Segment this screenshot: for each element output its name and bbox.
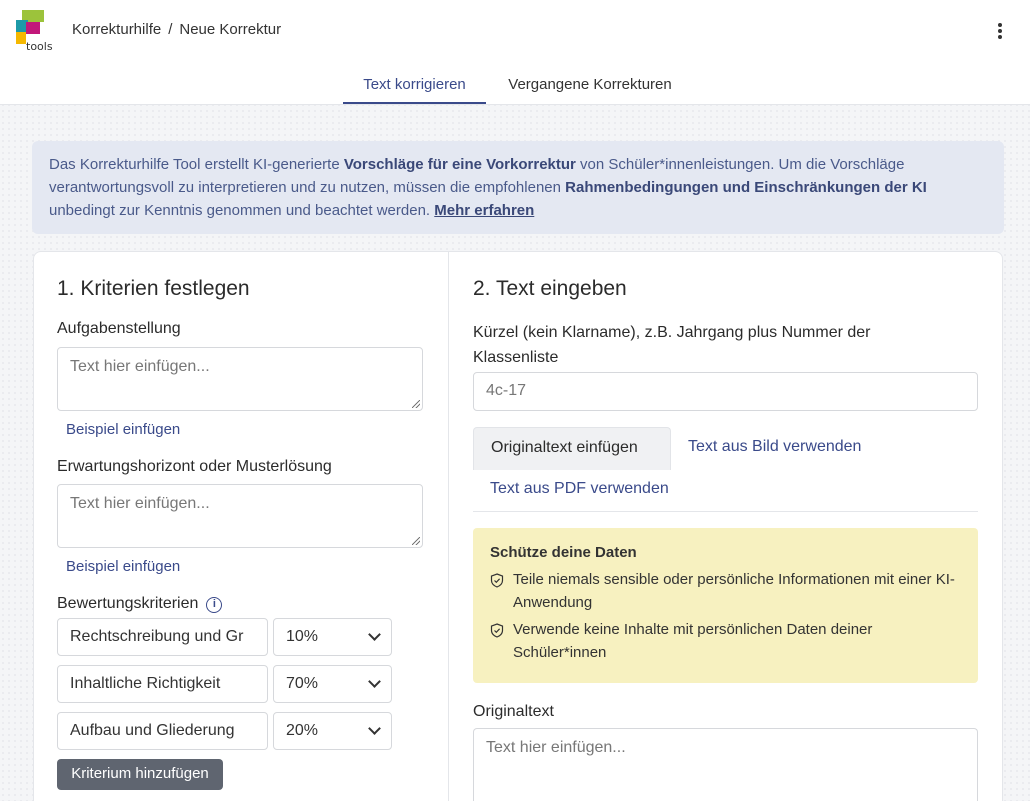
rating-criteria-label (57, 595, 222, 613)
chevron-down-icon (368, 628, 381, 641)
chevron-down-icon (368, 722, 381, 735)
mehr-erfahren-link[interactable]: Mehr erfahren (434, 202, 535, 219)
notice-text-3: unbedingt zur Kenntnis genommen und beachtet werden. (49, 202, 435, 219)
original-text-placeholder: Text hier einfügen... (486, 739, 626, 756)
criterion-percent-select[interactable] (273, 712, 392, 750)
tools-logo[interactable] (14, 8, 56, 56)
warning-item-text: Verwende keine Inhalte mit persönlichen Daten deiner Schüler*innen (513, 621, 873, 661)
expectation-placeholder: Text hier einfügen... (70, 495, 210, 512)
task-placeholder: Text hier einfügen... (70, 358, 210, 375)
breadcrumb-korrekturhilfe[interactable]: Korrekturhilfe (72, 21, 162, 38)
alias-input[interactable] (473, 372, 978, 411)
alias-placeholder: 4c-17 (486, 382, 527, 399)
expectation-textarea[interactable] (57, 484, 423, 548)
warning-item-text: Teile niemals sensible oder persönliche Informationen mit einer KI-Anwendung (513, 571, 955, 611)
criterion-percent-value: 20% (286, 722, 319, 739)
criterion-name-input[interactable]: Inhaltliche Richtigkeit (57, 665, 268, 703)
add-criterion-button[interactable]: Kriterium hinzufügen (57, 759, 223, 790)
example-button-task[interactable]: Beispiel einfügen (66, 421, 181, 438)
logo-square-magenta (26, 22, 40, 34)
warning-item (490, 618, 961, 664)
warning-item (490, 568, 961, 614)
tab-originaltext[interactable]: Originaltext einfügen (473, 427, 671, 470)
text-input-heading: 2. Text eingeben (473, 277, 627, 300)
nav-tabs (0, 66, 1030, 104)
chevron-down-icon (368, 675, 381, 688)
warning-title: Schütze deine Daten (490, 544, 637, 561)
resize-handle-icon[interactable] (412, 400, 420, 408)
expectation-label: Erwartungshorizont oder Musterlösung (57, 458, 332, 475)
top-bar (0, 0, 1030, 105)
notice-bold-1: Vorschläge für eine Vorkorrektur (343, 156, 576, 173)
column-divider (448, 251, 449, 801)
breadcrumb (72, 21, 281, 38)
resize-handle-icon[interactable] (412, 537, 420, 545)
notice-text-2: von Schüler*innenleistungen. Um die Vorschläge verantwortungsvoll zu interpretieren und zu nutzen, müssen die empfohlenen (49, 156, 905, 196)
tab-vergangene-korrekturen[interactable]: Vergangene Korrekturen (508, 76, 672, 93)
criterion-name-input[interactable]: Rechtschreibung und Gr (57, 618, 268, 656)
tab-text-korrigieren[interactable]: Text korrigieren (343, 66, 486, 104)
criterion-percent-select[interactable] (273, 665, 392, 703)
notice-bold-2: Rahmenbedingungen und Einschränkungen der KI (565, 179, 927, 196)
kebab-menu-icon[interactable] (990, 21, 1010, 43)
criteria-heading: 1. Kriterien festlegen (57, 277, 250, 300)
alias-label: Kürzel (kein Klarname), z.B. Jahrgang plus Nummer der Klassenliste (473, 324, 871, 366)
example-button-expectation[interactable]: Beispiel einfügen (66, 558, 181, 575)
logo-text: tools (26, 40, 53, 53)
original-text-textarea[interactable] (473, 728, 978, 801)
criterion-percent-select[interactable] (273, 618, 392, 656)
task-textarea[interactable] (57, 347, 423, 411)
shield-check-icon (490, 573, 504, 588)
criterion-name-input[interactable]: Aufbau und Gliederung (57, 712, 268, 750)
breadcrumb-separator: / (168, 21, 173, 38)
criterion-percent-value: 10% (286, 628, 319, 645)
original-text-label: Originaltext (473, 703, 554, 720)
breadcrumb-current: Neue Korrektur (179, 21, 282, 38)
notice-text-1: Das Korrekturhilfe Tool erstellt KI-generierte (49, 156, 344, 173)
data-protection-warning (473, 528, 978, 683)
info-icon[interactable]: i (206, 597, 222, 613)
ai-notice-banner (32, 141, 1004, 234)
shield-check-icon (490, 623, 504, 638)
tab-text-aus-bild[interactable]: Text aus Bild verwenden (688, 438, 862, 455)
tabs-divider (473, 511, 978, 512)
logo-square-yellow (16, 32, 26, 44)
tab-text-aus-pdf[interactable]: Text aus PDF verwenden (490, 480, 669, 497)
task-label: Aufgabenstellung (57, 320, 181, 337)
criterion-percent-value: 70% (286, 675, 319, 692)
rating-criteria-text: Bewertungskriterien (57, 595, 199, 612)
